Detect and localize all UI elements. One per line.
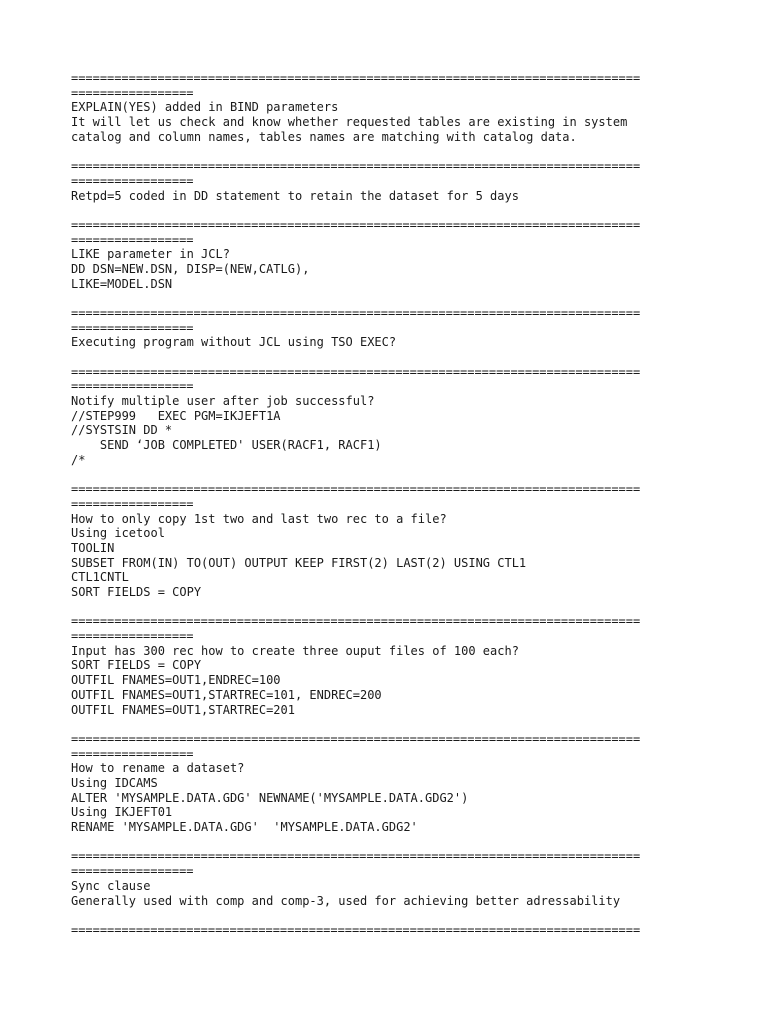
separator-line-continued: =================	[71, 496, 194, 511]
separator-line-continued: =================	[71, 85, 194, 100]
section-text-line: DD DSN=NEW.DSN, DISP=(NEW,CATLG),	[71, 261, 310, 276]
section-text-line: catalog and column names, tables names are matching with catalog data.	[71, 129, 577, 144]
section-text-line: Generally used with comp and comp-3, used for achieving better adressability	[71, 893, 621, 908]
section-text-line: It will let us check and know whether requested tables are existing in system	[71, 115, 628, 130]
section-text-line: LIKE=MODEL.DSN	[71, 276, 173, 291]
section-heading: Retpd=5 coded in DD statement to retain the dataset for 5 days	[71, 188, 519, 203]
separator-line: ===============================================================================	[71, 482, 641, 497]
section-text-line: SEND ‘JOB COMPLETED' USER(RACF1, RACF1)	[71, 438, 382, 453]
separator-line-continued: =================	[71, 746, 194, 761]
separator-line: ===============================================================================	[71, 159, 641, 174]
section-text-line: OUTFIL FNAMES=OUT1,STARTREC=201	[71, 702, 295, 717]
section-heading: Input has 300 rec how to create three ouput files of 100 each?	[71, 643, 519, 658]
section-heading: LIKE parameter in JCL?	[71, 247, 230, 262]
separator-line: ===============================================================================	[71, 731, 641, 746]
separator-line: ===============================================================================	[71, 614, 641, 629]
qa-section	[71, 218, 711, 292]
document-body	[71, 71, 711, 938]
section-text-line: TOOLIN	[71, 540, 115, 555]
section-heading: Sync clause	[71, 878, 151, 893]
section-text-line: Using IKJEFT01	[71, 805, 173, 820]
section-text-line: ALTER 'MYSAMPLE.DATA.GDG' NEWNAME('MYSAMPLE.DATA.GDG2')	[71, 790, 469, 805]
separator-line-continued: =================	[71, 864, 194, 879]
section-text-line: Using IDCAMS	[71, 775, 158, 790]
section-heading: Notify multiple user after job successful?	[71, 394, 375, 409]
separator-line: ===============================================================================	[71, 849, 641, 864]
qa-section	[71, 306, 711, 350]
section-heading: How to only copy 1st two and last two rec to a file?	[71, 511, 447, 526]
section-text-line: Using icetool	[71, 526, 165, 541]
separator-line-continued: =================	[71, 320, 194, 335]
separator-line-continued: =================	[71, 173, 194, 188]
section-text-line: //SYSTSIN DD *	[71, 423, 173, 438]
separator-line: ===============================================================================	[71, 305, 641, 320]
section-text-line: CTL1CNTL	[71, 570, 129, 585]
separator-line-continued: =================	[71, 379, 194, 394]
qa-section	[71, 614, 711, 717]
section-text-line: OUTFIL FNAMES=OUT1,ENDREC=100	[71, 673, 281, 688]
section-text-line: OUTFIL FNAMES=OUT1,STARTREC=101, ENDREC=200	[71, 687, 382, 702]
section-text-line: SORT FIELDS = COPY	[71, 658, 202, 673]
qa-section	[71, 482, 711, 600]
separator-line: ===============================================================================	[71, 217, 641, 232]
separator-line: ===============================================================================	[71, 922, 641, 937]
separator-line: ===============================================================================	[71, 364, 641, 379]
section-text-line: /*	[71, 452, 86, 467]
section-text-line: SUBSET FROM(IN) TO(OUT) OUTPUT KEEP FIRST(2) LAST(2) USING CTL1	[71, 555, 527, 570]
qa-section	[71, 849, 711, 908]
separator-line-continued: =================	[71, 629, 194, 644]
section-text-line: //STEP999 EXEC PGM=IKJEFT1A	[71, 408, 281, 423]
separator-line: ===============================================================================	[71, 71, 641, 85]
qa-section	[71, 732, 711, 835]
separator-line-continued: =================	[71, 232, 194, 247]
qa-section	[71, 71, 711, 145]
qa-section	[71, 159, 711, 203]
section-heading: How to rename a dataset?	[71, 761, 245, 776]
section-text-line: SORT FIELDS = COPY	[71, 585, 202, 600]
section-text-line: RENAME 'MYSAMPLE.DATA.GDG' 'MYSAMPLE.DATA.GDG2'	[71, 820, 418, 835]
section-heading: EXPLAIN(YES) added in BIND parameters	[71, 100, 339, 115]
section-heading: Executing program without JCL using TSO EXEC?	[71, 335, 397, 350]
qa-section	[71, 365, 711, 468]
